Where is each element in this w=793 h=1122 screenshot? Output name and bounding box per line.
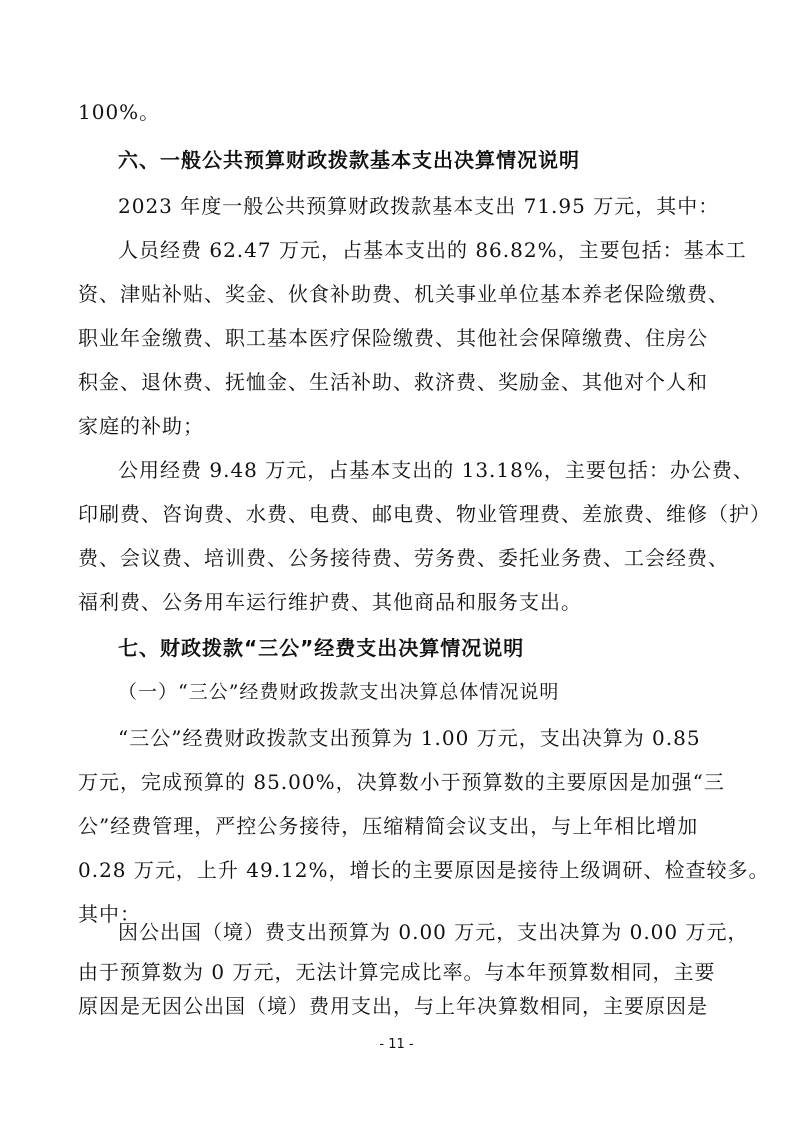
section-heading-7: 七、财政拨款“三公”经费支出决算情况说明 <box>118 636 525 660</box>
paragraph-line: 家庭的补助； <box>78 414 204 438</box>
paragraph-line: 2023 年度一般公共预算财政拨款基本支出 71.95 万元，其中： <box>118 194 720 218</box>
paragraph-line: 职业年金缴费、职工基本医疗保险缴费、其他社会保障缴费、住房公 <box>78 326 708 350</box>
paragraph-line: 100%。 <box>78 100 161 124</box>
paragraph-line: 万元，完成预算的 85.00%，决算数小于预算数的主要原因是加强“三 <box>78 770 725 794</box>
paragraph-line: 因公出国（境）费支出预算为 0.00 万元，支出决算为 0.00 万元， <box>118 920 749 944</box>
paragraph-line: 公用经费 9.48 万元，占基本支出的 13.18%，主要包括：办公费、 <box>118 458 754 482</box>
section-heading-6: 六、一般公共预算财政拨款基本支出决算情况说明 <box>118 148 580 172</box>
paragraph-line: 人员经费 62.47 万元，占基本支出的 86.82%，主要包括：基本工 <box>118 238 747 262</box>
paragraph-line: 费、会议费、培训费、公务接待费、劳务费、委托业务费、工会经费、 <box>78 546 729 570</box>
paragraph-line: 印刷费、咨询费、水费、电费、邮电费、物业管理费、差旅费、维修（护） <box>78 502 771 526</box>
paragraph-line: 由于预算数为 0 万元，无法计算完成比率。与本年预算数相同，主要 <box>78 960 716 984</box>
paragraph-line: 福利费、公务用车运行维护费、其他商品和服务支出。 <box>78 590 582 614</box>
paragraph-line: 积金、退休费、抚恤金、生活补助、救济费、奖励金、其他对个人和 <box>78 370 708 394</box>
paragraph-line: 原因是无因公出国（境）费用支出，与上年决算数相同，主要原因是 <box>78 994 708 1018</box>
subsection-heading: （一）“三公”经费财政拨款支出决算总体情况说明 <box>118 681 560 703</box>
paragraph-line: 其中： <box>78 902 141 926</box>
paragraph-line: 0.28 万元，上升 49.12%，增长的主要原因是接待上级调研、检查较多。 <box>78 858 770 882</box>
paragraph-line: 公”经费管理，严控公务接待，压缩精简会议支出，与上年相比增加 <box>78 814 699 838</box>
paragraph-line: 资、津贴补贴、奖金、伙食补助费、机关事业单位基本养老保险缴费、 <box>78 282 729 306</box>
paragraph-line: “三公”经费财政拨款支出预算为 1.00 万元，支出决算为 0.85 <box>118 726 701 750</box>
page-number: - 11 - <box>379 1037 414 1052</box>
